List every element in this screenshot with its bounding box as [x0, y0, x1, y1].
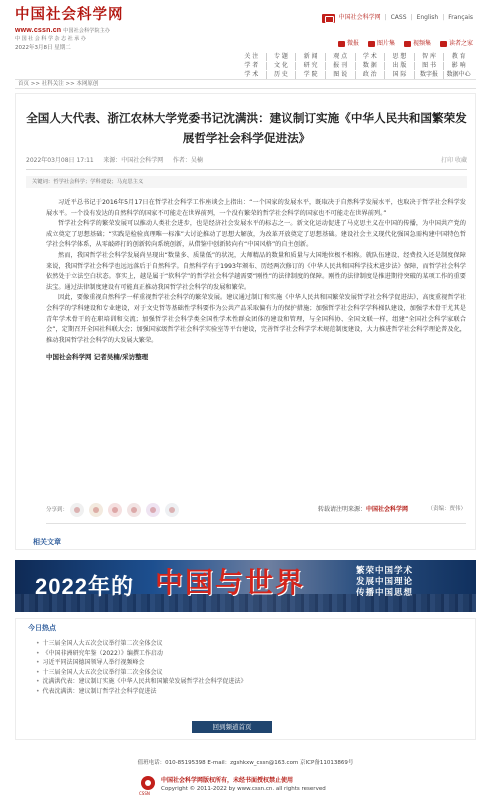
- hot-today-title: 今日热点: [28, 624, 56, 632]
- logo-subtitle: 中 国 社 会 科 学 杂 志 社 承 办: [15, 35, 86, 42]
- article-editor: （责编：贾伟）: [427, 506, 466, 512]
- banner-year: 2022年的: [35, 574, 134, 599]
- share-renren-icon[interactable]: [127, 503, 141, 517]
- nav-item[interactable]: 学 者: [237, 62, 267, 70]
- nav-item[interactable]: 研 究: [296, 62, 326, 70]
- media-link-videos[interactable]: 视频集: [404, 40, 431, 48]
- article-paragraph: 习近平总书记于2016年5月17日在哲学社会科学工作座谈会上指出：“一个国家的发展水平，既取决于自然科学发展水平，也取决于哲学社会科学发展水平。一个没有发达的自然科学的国家不可能走在世界前列，一个没有繁荣的哲学社会科学的国家也不可能走在世界前列。”: [46, 199, 466, 217]
- nav-item[interactable]: 出 版: [385, 62, 415, 70]
- nav-item[interactable]: 图 书: [415, 62, 445, 70]
- article-meta: [26, 157, 467, 165]
- nav-item[interactable]: 新 闻: [296, 53, 326, 61]
- divider: [46, 523, 466, 524]
- footer-copyright-notice: 中国社会科学网版权所有，未经书面授权禁止使用: [161, 777, 294, 784]
- reader-icon: [440, 41, 447, 47]
- video-icon: [404, 41, 411, 47]
- footer-contact: 值班电话：010-85195398 E-mail：zgshkxw_cssn@163.com 京ICP备11013869号: [137, 760, 354, 766]
- hot-list-item[interactable]: • 习近平同法国德国领导人举行视频峰会: [36, 658, 456, 668]
- share-douban-icon[interactable]: [146, 503, 160, 517]
- nav-item[interactable]: 教 育: [451, 52, 466, 60]
- share-wechat-icon[interactable]: [70, 503, 84, 517]
- top-link-site[interactable]: 中国社会科学网: [338, 14, 381, 22]
- top-link-cass[interactable]: CASS: [390, 14, 407, 22]
- share-label: 分享到：: [46, 507, 69, 513]
- banner-title: 中国与世界: [155, 566, 306, 599]
- media-link-weibao[interactable]: 微报: [338, 40, 359, 48]
- site-footer: [0, 751, 491, 811]
- promo-banner[interactable]: [15, 560, 476, 612]
- top-links: 中国社会科学网 | CASS | English | Français: [322, 14, 473, 23]
- article-paragraph: 然而，我国哲学社会科学发展尚呈现出“数量多、质量低”的状况，大师精品的数量和质量与大国地位极不相称。就队伍建设、经费投入还是制度保障来说，我国哲学社会科学也远远落后于自然科学。自然科学有于1993年颁布、历经两次修订的《中华人民共和国科学技术进步法》保障，而哲学社会科学依然处于立法空白状态。事实上，越是属于“软科学”的哲学社会科学越需要“刚性”的法律制度的保障。刚性的法律制度是推进期待突破的某项工作的重要法宝。通过法律制度建设有可能真正推动我国哲学社会科学的发展和繁荣。: [46, 251, 466, 291]
- article-datetime: 2022年03月08日 17:11: [26, 157, 94, 164]
- share-weibo-icon[interactable]: [108, 503, 122, 517]
- nav-item[interactable]: 数据中心: [446, 70, 471, 78]
- breadcrumb[interactable]: 首页 >> 社科关注 >> 本网原创: [15, 79, 476, 89]
- nav-item[interactable]: 文 化: [267, 62, 297, 70]
- article-author: 作者：吴楠: [172, 157, 203, 164]
- media-link-pictures[interactable]: 图片集: [368, 40, 395, 48]
- nav-item[interactable]: 观 点: [326, 53, 356, 61]
- footer-copyright: Copyright © 2011-2022 by www.cssn.cn. all rights reserved: [161, 786, 326, 792]
- share-qzone-icon[interactable]: [89, 503, 103, 517]
- article-card: [15, 93, 476, 550]
- divider: [26, 169, 467, 170]
- hot-list: [36, 639, 456, 697]
- media-link-readers[interactable]: 读者之家: [440, 40, 473, 48]
- main-nav: [237, 52, 473, 79]
- nav-item[interactable]: 报 刊: [326, 62, 356, 70]
- article-body: [46, 198, 466, 363]
- nav-item[interactable]: 思 想: [385, 53, 415, 61]
- article-paragraph: 哲学社会科学的繁荣发展可以推动人类社会进步，也是经济社会发展水平的标志之一。新文化运动促进了马克思主义在中国的传播，为中国共产党的成立奠定了思想基础；“实践是检验真理唯一标准”大讨论推动了思想大解放，为改革开放奠定了思想基础。建设社会主义现代化强国急需构建中国特色哲学社会科学体系，从零敲碎打的创新转向系统创新，从借鉴中创新转向有“中国风格”的自主创新。: [46, 220, 466, 249]
- nav-item[interactable]: 图 说: [326, 71, 356, 79]
- banner-slogan: 繁荣中国学术: [356, 566, 414, 576]
- hot-list-item[interactable]: • 代表沈满洪：建议制订哲学社会科学促进法: [36, 687, 456, 697]
- cssn-badge-icon: [322, 14, 335, 23]
- cssn-logo-icon: [141, 776, 155, 790]
- hot-list-item[interactable]: • 十三届全国人大五次会议举行第二次全体会议: [36, 668, 456, 678]
- article-headline: 全国人大代表、浙江农林大学党委书记沈满洪：建议制订实施《中华人民共和国繁荣发展哲学社会科学促进法》: [26, 111, 467, 145]
- nav-item[interactable]: 影 响: [451, 61, 466, 69]
- footer-logo-label: CSSN: [139, 791, 150, 796]
- article-tools[interactable]: 打印 收藏: [441, 157, 467, 164]
- hot-list-item[interactable]: • 沈满洪代表：建议制订实施《中华人民共和国繁荣发展哲学社会科学促进法》: [36, 677, 456, 687]
- banner-slogan: 发展中国理论: [356, 577, 414, 587]
- header-date: 2022年3月8日 星期二: [15, 44, 71, 51]
- hot-list-item[interactable]: • 十三届全国人大五次会议举行第二次全体会议: [36, 639, 456, 649]
- banner-slogan: 传播中国思想: [356, 588, 414, 598]
- article-source: 来源：中国社会科学网: [103, 157, 164, 164]
- related-articles-title: 相关文章: [33, 538, 61, 546]
- nav-item[interactable]: 政 治: [356, 71, 386, 79]
- article-keywords: 关键词：哲学社会科学；学科建设；马克思主义: [26, 176, 467, 188]
- weibao-icon: [338, 41, 345, 47]
- nav-item[interactable]: 学 术: [356, 53, 386, 61]
- top-link-english[interactable]: English: [416, 14, 439, 22]
- share-icons: [70, 503, 179, 517]
- nav-item[interactable]: 历 史: [267, 71, 297, 79]
- media-links: [338, 40, 473, 48]
- picture-icon: [368, 41, 375, 47]
- nav-item[interactable]: 关 注: [237, 53, 267, 61]
- nav-row: [237, 70, 473, 79]
- site-header: [0, 0, 491, 78]
- banner-slogans: [356, 566, 413, 599]
- hot-list-item[interactable]: • 《中国非洲研究年鉴（2022）》编撰工作启动: [36, 649, 456, 659]
- nav-item[interactable]: 学 院: [296, 71, 326, 79]
- share-more-icon[interactable]: [165, 503, 179, 517]
- nav-item[interactable]: 国 际: [385, 71, 415, 79]
- nav-item[interactable]: 数 据: [356, 62, 386, 70]
- top-link-french[interactable]: Français: [448, 14, 473, 22]
- nav-item[interactable]: 学 术: [237, 71, 267, 79]
- article-signature: 中国社会科学网 记者吴楠/采访整理: [46, 353, 149, 362]
- nav-item[interactable]: 智 库: [415, 53, 445, 61]
- reprint-notice: 转载请注明来源：中国社会科学网: [317, 506, 408, 513]
- share-bar: [46, 503, 466, 519]
- nav-item[interactable]: 专 题: [267, 53, 297, 61]
- logo-text: 中国社会科学网: [15, 6, 124, 23]
- nav-row: [237, 61, 473, 70]
- logo-url: www.cssn.cn 中国社会科学院主办: [15, 26, 111, 34]
- nav-row: [237, 52, 473, 61]
- nav-item[interactable]: 数字报: [415, 71, 445, 79]
- article-paragraph: 因此，要像重视自然科学一样重视哲学社会科学的繁荣发展。建议通过制订和实施《中华人民共和国繁荣发展哲学社会科学促进法》，高度重视哲学社会科学的学科建设和专业建设，对于文史哲等基础性学科要作为公共产品采取偏有力的保护措施；加强哲学社会科学学科梯队建设，加强学术骨干尤其是青年学术骨干的在职培训和交流；加强哲学社会科学类全国性学术性群众团体的建设和管理，与全国科协、全国文联一样，组建“全国社会科学家联合会”，定期召开全国社科联大会；加强国家级哲学社会科学实验室等平台建设，完善哲学社会科学学术规范制度建设，大力推进哲学社会科学理论普及化，推动我国哲学社会科学的大发展大繁荣。: [46, 294, 466, 344]
- back-to-channel-button[interactable]: 回到频道首页: [192, 721, 272, 733]
- site-logo[interactable]: [15, 8, 135, 52]
